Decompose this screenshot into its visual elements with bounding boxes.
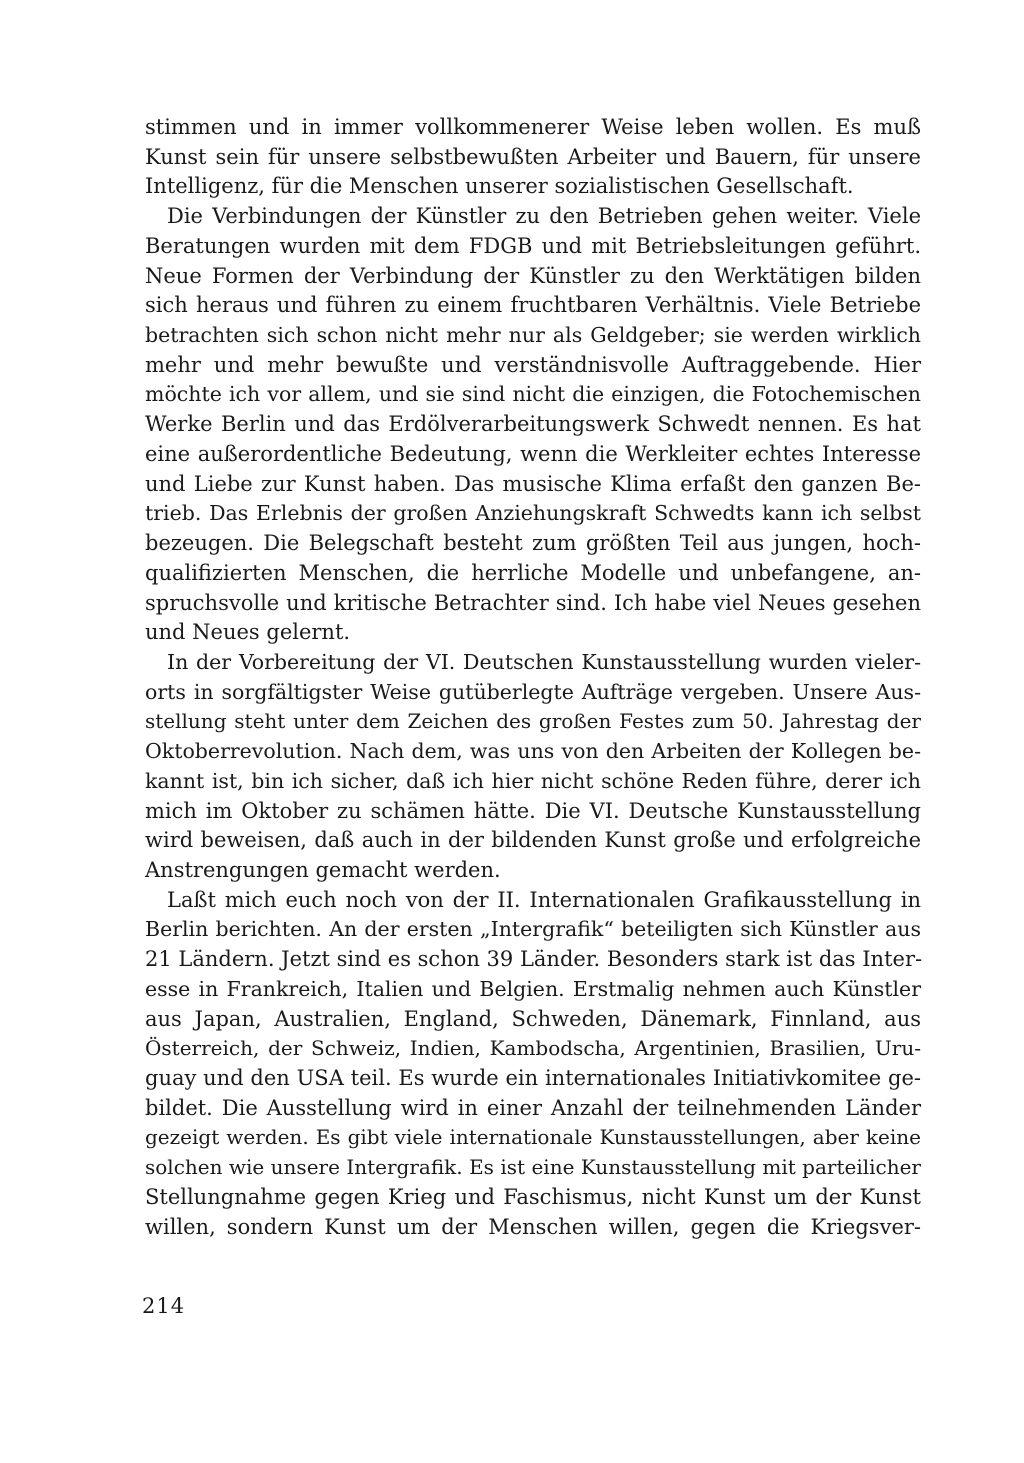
text-line: esse in Frankreich, Italien und Belgien. Erstmalig nehmen auch Künstler: [145, 976, 921, 1001]
text-line: möchte ich vor allem, und sie sind nicht die einzigen, die Fotochemischen: [145, 382, 921, 407]
text-line: Oktoberrevolution. Nach dem, was uns von den Arbeiten der Kollegen be-: [145, 739, 921, 764]
text-line: trieb. Das Erlebnis der großen Anziehungskraft Schwedts kann ich selbst: [145, 501, 921, 526]
text-line: guay und den USA teil. Es wurde ein internationales Initiativkomitee ge-: [145, 1066, 921, 1090]
text-line: In der Vorbereitung der VI. Deutschen Kunstausstellung wurden vieler-: [167, 649, 921, 674]
text-line: betrachten sich schon nicht mehr nur als Geldgeber; sie werden wirklich: [145, 323, 921, 348]
text-line: qualifizierten Menschen, die herrliche Modelle und unbefangene, an-: [145, 560, 921, 585]
text-line: Österreich, der Schweiz, Indien, Kambodscha, Argentinien, Brasilien, Uru-: [145, 1036, 921, 1061]
text-line: Werke Berlin und das Erdölverarbeitungswerk Schwedt nennen. Es hat: [145, 412, 921, 437]
text-line: Kunst sein für unsere selbstbewußten Arbeiter und Bauern, für unsere: [145, 144, 921, 169]
text-line: mich im Oktober zu schämen hätte. Die VI. Deutsche Kunstausstellung: [145, 798, 921, 823]
text-line: sich heraus und führen zu einem fruchtbaren Verhältnis. Viele Betriebe: [145, 293, 921, 318]
text-line: aus Japan, Australien, England, Schweden, Dänemark, Finnland, aus: [145, 1006, 921, 1031]
text-line: Die Verbindungen der Künstler zu den Betrieben gehen weiter. Viele: [167, 204, 921, 229]
text-line: bezeugen. Die Belegschaft besteht zum größten Teil aus jungen, hoch-: [145, 531, 921, 556]
text-line: willen, sondern Kunst um der Menschen willen, gegen die Kriegsver-: [145, 1214, 921, 1239]
text-line: spruchsvolle und kritische Betrachter sind. Ich habe viel Neues gesehen: [145, 590, 921, 615]
text-line: kannt ist, bin ich sicher, daß ich hier nicht schöne Reden führe, derer ich: [145, 768, 921, 793]
text-line: und Neues gelernt.: [145, 620, 351, 645]
text-line: Laßt mich euch noch von der II. Internationalen Grafikausstellung in: [167, 887, 921, 912]
body-text: [145, 113, 921, 1242]
text-line: wird beweisen, daß auch in der bildenden Kunst große und erfolgreiche: [145, 828, 921, 853]
text-line: und Liebe zur Kunst haben. Das musische Klima erfaßt den ganzen Be-: [145, 471, 921, 496]
page-number: 214: [142, 1294, 186, 1318]
text-line: 21 Ländern. Jetzt sind es schon 39 Länder. Besonders stark ist das Inter-: [145, 947, 923, 972]
text-line: Intelligenz, für die Menschen unserer sozialistischen Gesellschaft.: [145, 174, 854, 199]
text-line: Stellungnahme gegen Krieg und Faschismus, nicht Kunst um der Kunst: [145, 1184, 921, 1209]
text-line: stellung steht unter dem Zeichen des großen Festes zum 50. Jahrestag der: [145, 709, 921, 734]
text-line: Beratungen wurden mit dem FDGB und mit Betriebsleitungen geführt.: [145, 233, 921, 258]
text-line: Anstrengungen gemacht werden.: [145, 857, 501, 882]
text-line: eine außerordentliche Bedeutung, wenn die Werkleiter echtes Interesse: [145, 441, 921, 466]
text-line: solchen wie unsere Intergrafik. Es ist eine Kunstausstellung mit parteilicher: [145, 1155, 921, 1180]
text-line: Neue Formen der Verbindung der Künstler zu den Werktätigen bilden: [145, 263, 921, 288]
text-line: stimmen und in immer vollkommenerer Weise leben wollen. Es muß: [145, 115, 921, 139]
text-line: Berlin berichten. An der ersten „Intergrafik“ beteiligten sich Künstler aus: [145, 917, 921, 942]
text-line: bildet. Die Ausstellung wird in einer Anzahl der teilnehmenden Länder: [145, 1095, 921, 1120]
text-line: gezeigt werden. Es gibt viele internationale Kunstausstellungen, aber keine: [145, 1125, 921, 1150]
text-line: orts in sorgfältigster Weise gutüberlegte Aufträge vergeben. Unsere Aus-: [145, 679, 921, 704]
text-line: mehr und mehr bewußte und verständnisvolle Auftraggebende. Hier: [145, 352, 921, 377]
